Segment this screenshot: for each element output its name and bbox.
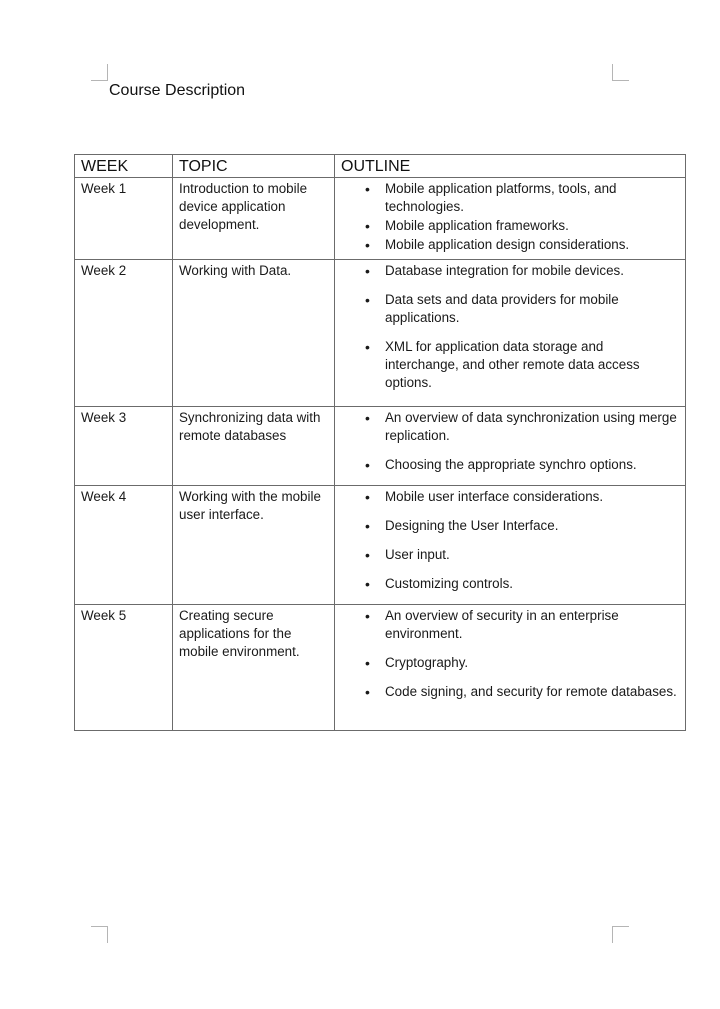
page-corner-bottom-left: [91, 926, 108, 943]
table-row: [75, 178, 686, 260]
table-header-row: [75, 155, 686, 178]
outline-list: [341, 262, 679, 392]
header-week: WEEK: [75, 155, 173, 178]
outline-item: • Data sets and data providers for mobile applications.: [385, 291, 679, 327]
page-corner-top-right: [612, 64, 629, 81]
outline-list: [341, 607, 679, 701]
outline-cell: [335, 178, 686, 260]
week-cell: Week 3: [75, 407, 173, 486]
outline-cell: [335, 407, 686, 486]
topic-cell: Introduction to mobile device application development.: [173, 178, 335, 260]
outline-cell: [335, 260, 686, 407]
outline-cell: [335, 605, 686, 731]
topic-cell: Working with Data.: [173, 260, 335, 407]
outline-item: • Mobile application platforms, tools, and technologies.: [385, 180, 679, 216]
table-row: [75, 407, 686, 486]
outline-list: [341, 409, 679, 474]
table-row: [75, 486, 686, 605]
topic-cell: Creating secure applications for the mobile environment.: [173, 605, 335, 731]
week-cell: Week 2: [75, 260, 173, 407]
outline-item: • Mobile application design considerations.: [385, 236, 679, 254]
outline-item: • Mobile application frameworks.: [385, 217, 679, 235]
outline-list: [341, 180, 679, 254]
page-corner-top-left: [91, 64, 108, 81]
table-row: [75, 605, 686, 731]
topic-cell: Synchronizing data with remote databases: [173, 407, 335, 486]
week-cell: Week 1: [75, 178, 173, 260]
table-row: [75, 260, 686, 407]
outline-item: • Cryptography.: [385, 654, 679, 672]
page-corner-bottom-right: [612, 926, 629, 943]
outline-item: • Mobile user interface considerations.: [385, 488, 679, 506]
week-cell: Week 4: [75, 486, 173, 605]
outline-list: [341, 488, 679, 593]
header-topic: TOPIC: [173, 155, 335, 178]
outline-item: • User input.: [385, 546, 679, 564]
header-outline: OUTLINE: [335, 155, 686, 178]
outline-item: • An overview of security in an enterprise environment.: [385, 607, 679, 643]
outline-item: • XML for application data storage and interchange, and other remote data access options.: [385, 338, 679, 392]
outline-item: • Choosing the appropriate synchro options.: [385, 456, 679, 474]
outline-item: • Designing the User Interface.: [385, 517, 679, 535]
topic-cell: Working with the mobile user interface.: [173, 486, 335, 605]
outline-item: • Code signing, and security for remote databases.: [385, 683, 679, 701]
outline-item: • Database integration for mobile devices.: [385, 262, 679, 280]
week-cell: Week 5: [75, 605, 173, 731]
page-title: Course Description: [109, 82, 246, 99]
course-table: [74, 154, 686, 731]
outline-item: • An overview of data synchronization using merge replication.: [385, 409, 679, 445]
outline-cell: [335, 486, 686, 605]
outline-item: • Customizing controls.: [385, 575, 679, 593]
